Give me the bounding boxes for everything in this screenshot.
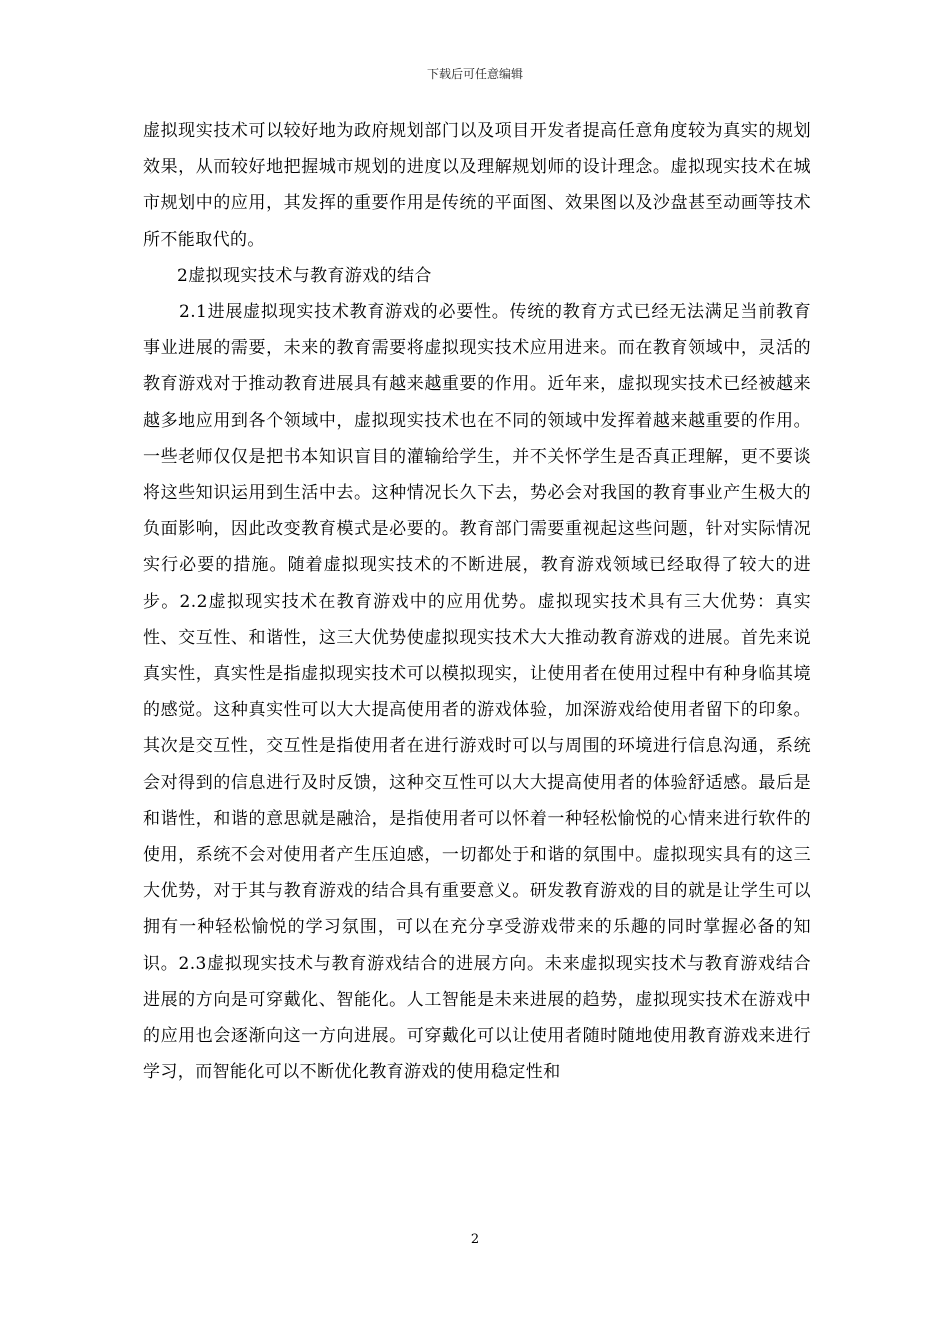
page-header: 下载后可任意编辑 — [426, 67, 523, 81]
section-heading: 2虚拟现实技术与教育游戏的结合 — [177, 265, 432, 286]
paragraph-urban-planning: 虚拟现实技术可以较好地为政府规划部门以及项目开发者提高任意角度较为真实的规划效果，从而较好地把握城市规划的进度以及理解规划师的设计理念。虚拟现实技术在城市规划中的应用，其发挥的重要作用是传统的平面图、效果图以及沙盘甚至动画等技术所不能取代的。 — [143, 121, 811, 250]
page-number: 2 — [470, 1232, 480, 1247]
document-body — [143, 113, 811, 1090]
paragraph-education-games: 2.1进展虚拟现实技术教育游戏的必要性。传统的教育方式已经无法满足当前教育事业进展的需要，未来的教育需要将虚拟现实技术应用进来。而在教育领域中，灵活的教育游戏对于推动教育进展具有越来越重要的作用。近年来，虚拟现实技术已经被越来越多地应用到各个领域中，虚拟现实技术也在不同的领域中发挥着越来越重要的作用。一些老师仅仅是把书本知识盲目的灌输给学生，并不关怀学生是否真正理解，更不要谈将这些知识运用到生活中去。这种情况长久下去，势必会对我国的教育事业产生极大的负面影响，因此改变教育模式是必要的。教育部门需要重视起这些问题，针对实际情况实行必要的措施。随着虚拟现实技术的不断进展，教育游戏领域已经取得了较大的进步。2.2虚拟现实技术在教育游戏中的应用优势。虚拟现实技术具有三大优势：真实性、交互性、和谐性，这三大优势使虚拟现实技术大大推动教育游戏的进展。首先来说真实性，真实性是指虚拟现实技术可以模拟现实，让使用者在使用过程中有种身临其境的感觉。这种真实性可以大大提高使用者的游戏体验，加深游戏给使用者留下的印象。其次是交互性，交互性是指使用者在进行游戏时可以与周围的环境进行信息沟通，系统会对得到的信息进行及时反馈，这种交互性可以大大提高使用者的体验舒适感。最后是和谐性，和谐的意思就是融洽，是指使用者可以怀着一种轻松愉悦的心情来进行软件的使用，系统不会对使用者产生压迫感，一切都处于和谐的氛围中。虚拟现实具有的这三大优势，对于其与教育游戏的结合具有重要意义。研发教育游戏的目的就是让学生可以拥有一种轻松愉悦的学习氛围，可以在充分享受游戏带来的乐趣的同时掌握必备的知识。2.3虚拟现实技术与教育游戏结合的进展方向。未来虚拟现实技术与教育游戏结合进展的方向是可穿戴化、智能化。人工智能是未来进展的趋势，虚拟现实技术在游戏中的应用也会逐渐向这一方向进展。可穿戴化可以让使用者随时随地使用教育游戏来进行学习，而智能化可以不断优化教育游戏的使用稳定性和 — [143, 302, 811, 1083]
